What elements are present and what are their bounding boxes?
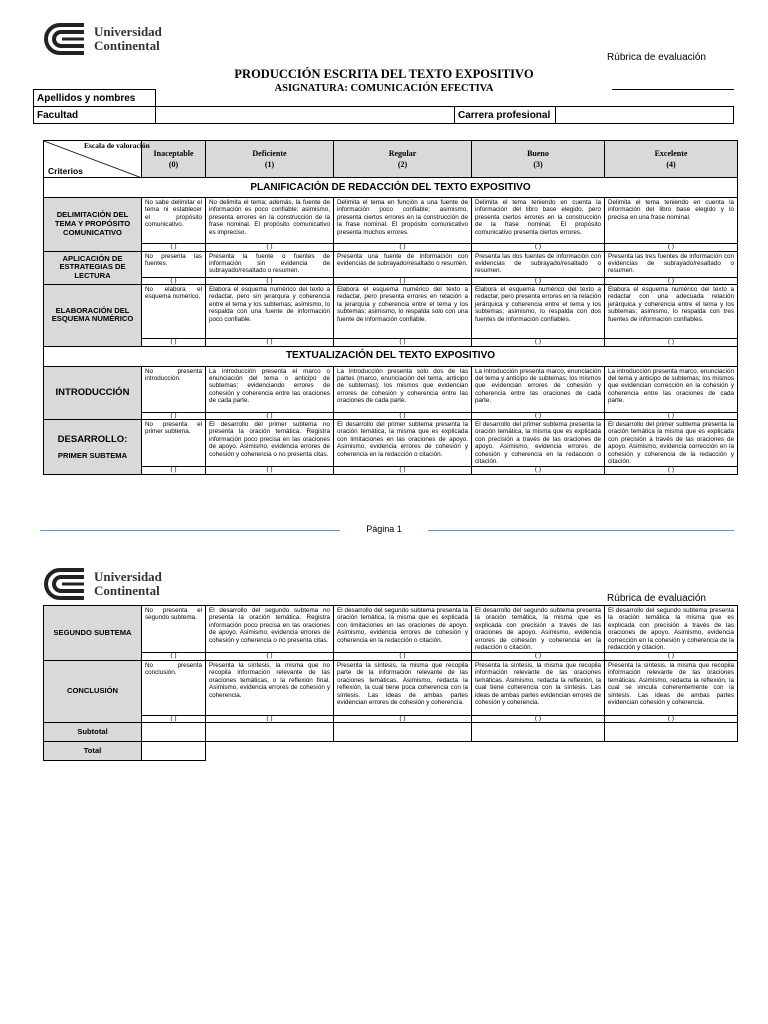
criterion-row [44,420,738,467]
descriptor: Presenta la síntesis, la misma que recopila información relevante de las oraciones temáticas. Asimismo, redacta la reflexión, la cual tiene coherencia con la síntesis. Las ideas de ambas partes evidencian errores de cohesión y coherencia. [472,660,605,715]
score-mark[interactable]: ( ) [605,339,738,347]
descriptor: No presenta las fuentes. [142,251,206,277]
score-mark[interactable]: ( ) [605,467,738,475]
subtotal-cell[interactable] [206,723,334,742]
descriptor: Presenta una fuente de información con evidencias de subrayado/resaltado o resumen. [334,251,472,277]
descriptor: La introducción presenta solo dos de las partes (marco, enunciación del tema, anticipo de subtemas); los mismos que evidencian errores de cohesión y coherencia entre las oraciones de cada parte. [334,366,472,412]
score-mark[interactable]: ( ) [142,715,206,723]
score-mark[interactable]: ( ) [142,467,206,475]
score-mark-row [44,467,738,475]
score-mark[interactable]: ( ) [142,339,206,347]
score-mark[interactable]: ( ) [206,244,334,252]
criteria-label: Criterios [48,165,83,176]
subtotal-cell[interactable] [605,723,738,742]
score-mark[interactable]: ( ) [334,467,472,475]
faculty-info-table [33,106,734,124]
descriptor: No elabora el esquema numérico. [142,285,206,339]
subtotal-label: Subtotal [44,723,142,742]
score-mark-row [44,244,738,252]
scale-label: Escala de valoración [84,141,150,150]
logo-line-1: Universidad [94,569,162,584]
descriptor: El desarrollo del primer subtema presenta la oración temática, la misma que es explicada con limitaciones en las oraciones de apoyo. Asimismo, evidencia errores de cohesión y coherencia en la redacción o citación. [334,420,472,467]
score-mark[interactable]: ( ) [206,412,334,420]
score-mark[interactable]: ( ) [142,244,206,252]
score-mark-row [44,277,738,285]
criterion-desarrollo-title: DESARROLLO: [57,433,128,445]
descriptor: No delimita el tema; además, la fuente de información es poco confiable; asimismo, presenta errores en la construcción de la frase nominal. El propósito comunicativo es impreciso. [206,198,334,244]
descriptor: No presenta el segundo subtema. [142,606,206,653]
descriptor: El desarrollo del primer subtema presenta la oración temática la misma que es explicada con precisión a través de las oraciones de apoyo. Asimismo, evidencia corrección en la cohesión y coherencia de la redacción y citación. [605,420,738,467]
score-mark[interactable]: ( ) [472,715,605,723]
continental-logo-icon [44,567,90,601]
score-mark[interactable]: ( ) [605,715,738,723]
total-row [44,742,738,761]
criterion-row [44,251,738,277]
level-excelente: Excelente (4) [605,141,738,178]
descriptor: Presenta la síntesis, la misma que recopila información relevante de las oraciones temáticas. Asimismo, redacta la reflexión, la cual se vincula coherentemente con la síntesis. Las ideas de ambas partes evidencian cohesión y coherencia. [605,660,738,715]
descriptor: Elabora el esquema numérico del texto a redactar, pero presenta errores en relación a la jerarquía y coherencia entre el tema y los subtemas; asimismo, lo respalda solo con una fuente de información confiable. [334,285,472,339]
criterion-estrategias: APLICACIÓN DE ESTRATEGIAS DE LECTURA [44,251,142,285]
scale-criteria-cell [44,141,150,178]
score-mark[interactable]: ( ) [334,339,472,347]
faculty-value[interactable] [156,107,455,124]
descriptor: Presenta las dos fuentes de información con evidencias de subrayado/resaltado o resumen. [472,251,605,277]
criterion-delimitacion: DELIMITACIÓN DEL TEMA Y PROPÓSITO COMUNICATIVO [44,198,142,252]
criterion-introduccion: INTRODUCCIÓN [44,366,142,420]
continental-logo-icon [44,22,90,56]
descriptor: El desarrollo del segundo subtema presenta la oración temática la misma que es explicada con precisión a través de las oraciones de apoyo. Asimismo, evidencia corrección en la cohesión y coherencia de la redacción y citación. [605,606,738,653]
rubric-label: Rúbrica de evaluación [607,52,706,63]
logo-line-2: Continental [94,583,160,598]
descriptor: El desarrollo del segundo subtema presenta la oración temática, la misma que es explicada con limitaciones en las oraciones de apoyo. Asimismo, evidencia errores de cohesión y coherencia en la redacción o citación. [334,606,472,653]
criterion-row [44,660,738,715]
descriptor: El desarrollo del primer subtema no presenta la oración temática. Registra información poco precisa en las oraciones de apoyo. Asimismo, evidencia errores de cohesión y coherencia o no presenta citas. [206,420,334,467]
level-deficiente: Deficiente (1) [206,141,334,178]
score-mark[interactable]: ( ) [142,412,206,420]
descriptor: La introducción presenta marco, enunciación del tema y anticipo de subtemas; los mismos que evidencian corrección en la cohesión y coherencia entre las oraciones de cada parte. [605,366,738,412]
descriptor: Delimita el tema en función a una fuente de información poco confiable; asimismo, presenta ciertos errores en la construcción de la frase nominal. El propósito comunicativo presenta muchos errores. [334,198,472,244]
score-mark[interactable]: ( ) [206,467,334,475]
descriptor: Delimita el tema teniendo en cuenta la información del libro base elegido, pero presenta ciertos errores en la construcción de la frase nominal. El propósito comunicativo presenta ciertos errores. [472,198,605,244]
score-mark-row [44,412,738,420]
levels-header-row [44,141,738,178]
descriptor: La introducción presenta el marco o enunciación del tema o anticipo de subtemas; evidenciando errores de cohesión y coherencia entre las oraciones de cada parte. [206,366,334,412]
score-mark[interactable]: ( ) [472,412,605,420]
score-mark[interactable]: ( ) [206,339,334,347]
descriptor: No presenta introducción. [142,366,206,412]
score-mark[interactable]: ( ) [334,653,472,661]
page-separator-right [428,530,734,531]
page-separator-left [40,530,340,531]
criterion-segundo-subtema: SEGUNDO SUBTEMA [44,606,142,661]
score-mark-row [44,339,738,347]
score-mark[interactable]: ( ) [472,467,605,475]
university-logo [44,567,162,601]
criterion-row [44,285,738,339]
descriptor: El desarrollo del primer subtema presenta la oración temática, la misma que es explicada con precisión a través de las oraciones de apoyo. Asimismo, evidencia errores de cohesión y coherencia en la redacción o citación. [472,420,605,467]
total-cell[interactable] [142,742,206,761]
score-mark[interactable]: ( ) [334,715,472,723]
descriptor: Presenta la síntesis, la misma que recopila parte de la información relevante de las oraciones temáticas. Asimismo, redacta la reflexión, la cual tiene poca coherencia con la síntesis. Las ideas de ambas partes evidencian errores de cohesión y coherencia. [334,660,472,715]
descriptor: Delimita el tema teniendo en cuenta la información del libro base elegido y lo precisa en una frase nominal. [605,198,738,244]
logo-line-1: Universidad [94,24,162,39]
career-value[interactable] [556,107,734,124]
score-mark-row [44,715,738,723]
score-mark[interactable]: ( ) [605,244,738,252]
rubric-table-page-2 [43,605,738,761]
criterion-desarrollo-subtitle: PRIMER SUBTEMA [57,450,128,460]
score-mark[interactable]: ( ) [472,277,605,285]
criterion-desarrollo [44,420,142,475]
criterion-row [44,366,738,412]
descriptor: La introducción presenta marco, enunciación del tema y anticipo de subtemas; los mismos que evidencian errores de cohesión y coherencia entre las oraciones de cada parte. [472,366,605,412]
subject-title: ASIGNATURA: COMUNICACIÓN EFECTIVA [274,83,494,94]
names-label: Apellidos y nombres [34,90,156,107]
score-mark[interactable]: ( ) [472,339,605,347]
score-mark[interactable]: ( ) [605,653,738,661]
descriptor: No presenta conclusión. [142,660,206,715]
descriptor: El desarrollo del segundo subtema presenta la oración temática, la misma que es explicada con precisión a través de las oraciones de apoyo. Asimismo, evidencia errores de cohesión y coherencia en la redacción o citación. [472,606,605,653]
score-mark[interactable]: ( ) [206,653,334,661]
logo-line-2: Continental [94,38,160,53]
criterion-row [44,606,738,653]
rubric-label: Rúbrica de evaluación [607,593,706,604]
section-planning: PLANIFICACIÓN DE REDACCIÓN DEL TEXTO EXPOSITIVO [44,178,738,198]
total-label: Total [44,742,142,761]
score-mark-row [44,653,738,661]
page-2 [0,555,768,1024]
score-mark[interactable]: ( ) [334,412,472,420]
descriptor: El desarrollo del segundo subtema no presenta la oración temática. Registra información poco precisa en las oraciones de apoyo. Asimismo, evidencia errores de cohesión y coherencia o no presenta citas. [206,606,334,653]
score-mark[interactable]: ( ) [472,244,605,252]
page-number: Página 1 [366,524,402,534]
university-logo [44,22,162,56]
section-textualization: TEXTUALIZACIÓN DEL TEXTO EXPOSITIVO [44,346,738,366]
subtotal-cell[interactable] [334,723,472,742]
criterion-conclusion: CONCLUSIÓN [44,660,142,723]
level-bueno: Bueno (3) [472,141,605,178]
descriptor: Elabora el esquema numérico del texto a redactar con una adecuada relación jerárquica y coherencia entre el tema y los subtemas; asimismo, lo respalda con tres fuentes de información confiables. [605,285,738,339]
descriptor: No sabe delimitar el tema ni establecer el propósito comunicativo. [142,198,206,244]
subtotal-row [44,723,738,742]
score-mark[interactable]: ( ) [605,277,738,285]
score-mark[interactable]: ( ) [206,715,334,723]
career-label: Carrera profesional [455,107,556,124]
score-mark[interactable]: ( ) [334,277,472,285]
score-mark[interactable]: ( ) [142,653,206,661]
criterion-esquema: ELABORACIÓN DEL ESQUEMA NUMÉRICO [44,285,142,347]
score-mark[interactable]: ( ) [605,412,738,420]
descriptor: Elabora el esquema numérico del texto a redactar, pero sin jerarquía y coherencia entre el tema y los subtemas; asimismo, lo respalda con una fuente de información poco confiable. [206,285,334,339]
score-mark[interactable]: ( ) [472,653,605,661]
faculty-label: Facultad [34,107,156,124]
criterion-row [44,198,738,244]
score-mark[interactable]: ( ) [142,277,206,285]
descriptor: Elabora el esquema numérico del texto a redactar, pero presenta errores en la relación jerárquica y coherencia entre el tema y los subtemas; asimismo, lo respalda con dos fuentes de información confiables. [472,285,605,339]
level-inaceptable: Inaceptable (0) [142,141,206,178]
score-mark[interactable]: ( ) [334,244,472,252]
student-info-table [33,89,734,107]
subtotal-cell[interactable] [472,723,605,742]
names-value[interactable] [156,90,735,107]
descriptor: Presenta las tres fuentes de información con evidencias de subrayado/resaltado o resumen. [605,251,738,277]
descriptor: No presenta el primer subtema. [142,420,206,467]
subtotal-cell[interactable] [142,723,206,742]
level-regular: Regular (2) [334,141,472,178]
descriptor: Presenta la fuente o fuentes de información sin evidencia de subrayado/resaltado o resumen. [206,251,334,277]
descriptor: Presenta la síntesis, la misma que no recopila información relevante de las oraciones temáticas, o la reflexión final. Asimismo, evidencia errores de cohesión y coherencia. [206,660,334,715]
rubric-table-page-1 [43,140,738,475]
document-title: PRODUCCIÓN ESCRITA DEL TEXTO EXPOSITIVO [234,67,534,81]
score-mark[interactable]: ( ) [206,277,334,285]
